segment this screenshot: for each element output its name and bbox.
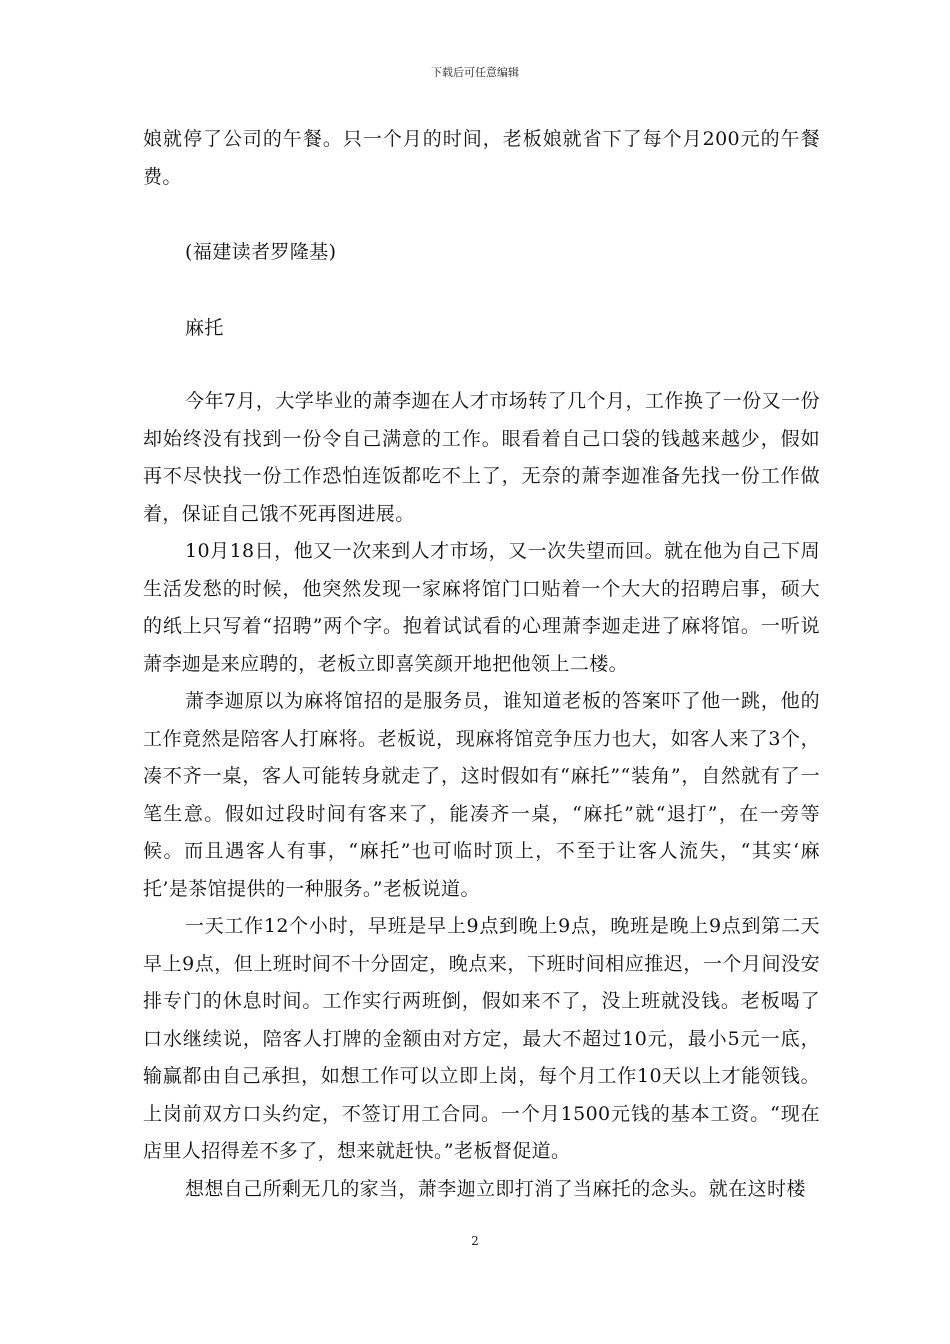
page-number: 2 — [471, 1234, 479, 1248]
paragraph-continuation: 娘就停了公司的午餐。只一个月的时间，老板娘就省下了每个月200元的午餐费。 — [143, 128, 820, 188]
paragraph-5: 想想自己所剩无几的家当，萧李迦立即打消了当麻托的念头。就在这时楼 — [185, 1177, 806, 1200]
paragraph-1: 今年7月，大学毕业的萧李迦在人才市场转了几个月，工作换了一份又一份却始终没有找到一份令自己满意的工作。眼看着自己口袋的钱越来越少，假如再不尽快找一份工作恐怕连饭都吃不上了，无奈的萧李迦准备先找一份工作做着，保证自己饿不死再图进展。 — [143, 390, 820, 525]
paragraph-2: 10月18日，他又一次来到人才市场，又一次失望而回。就在他为自己下周生活发愁的时候，他突然发现一家麻将馆门口贴着一个大大的招聘启事，硕大的纸上只写着“招聘”两个字。抱着试试看的心理萧李迦走进了麻将馆。一听说萧李迦是来应聘的，老板立即喜笑颜开地把他领上二楼。 — [143, 540, 820, 675]
reader-credit: (福建读者罗隆基) — [185, 241, 337, 263]
paragraph-3: 萧李迦原以为麻将馆招的是服务员，谁知道老板的答案吓了他一跳，他的工作竟然是陪客人打麻将。老板说，现麻将馆竞争压力也大，如客人来了3个，凑不齐一桌，客人可能转身就走了，这时假如有“麻托”“装角”，自然就有了一笔生意。假如过段时间有客来了，能凑齐一桌，“麻托”就“退打”，在一旁等候。而且遇客人有事，“麻托”也可临时顶上，不至于让客人流失，“其实‘麻托’是茶馆提供的一种服务。”老板说道。 — [143, 690, 820, 900]
paragraph-4: 一天工作12个小时，早班是早上9点到晚上9点，晚班是晚上9点到第二天早上9点，但上班时间不十分固定，晚点来，下班时间相应推迟，一个月间没安排专门的休息时间。工作实行两班倒，假如来不了，没上班就没钱。老板喝了口水继续说，陪客人打牌的金额由对方定，最大不超过10元，最小5元一底，输赢都由自己承担，如想工作可以立即上岗，每个月工作10天以上才能领钱。上岗前双方口头约定，不签订用工合同。一个月1500元钱的基本工资。“现在店里人招得差不多了，想来就赶快。”老板督促道。 — [143, 915, 820, 1162]
document-body — [143, 121, 820, 1208]
section-title: 麻托 — [185, 316, 224, 339]
page-header: 下载后可任意编辑 — [431, 66, 519, 79]
